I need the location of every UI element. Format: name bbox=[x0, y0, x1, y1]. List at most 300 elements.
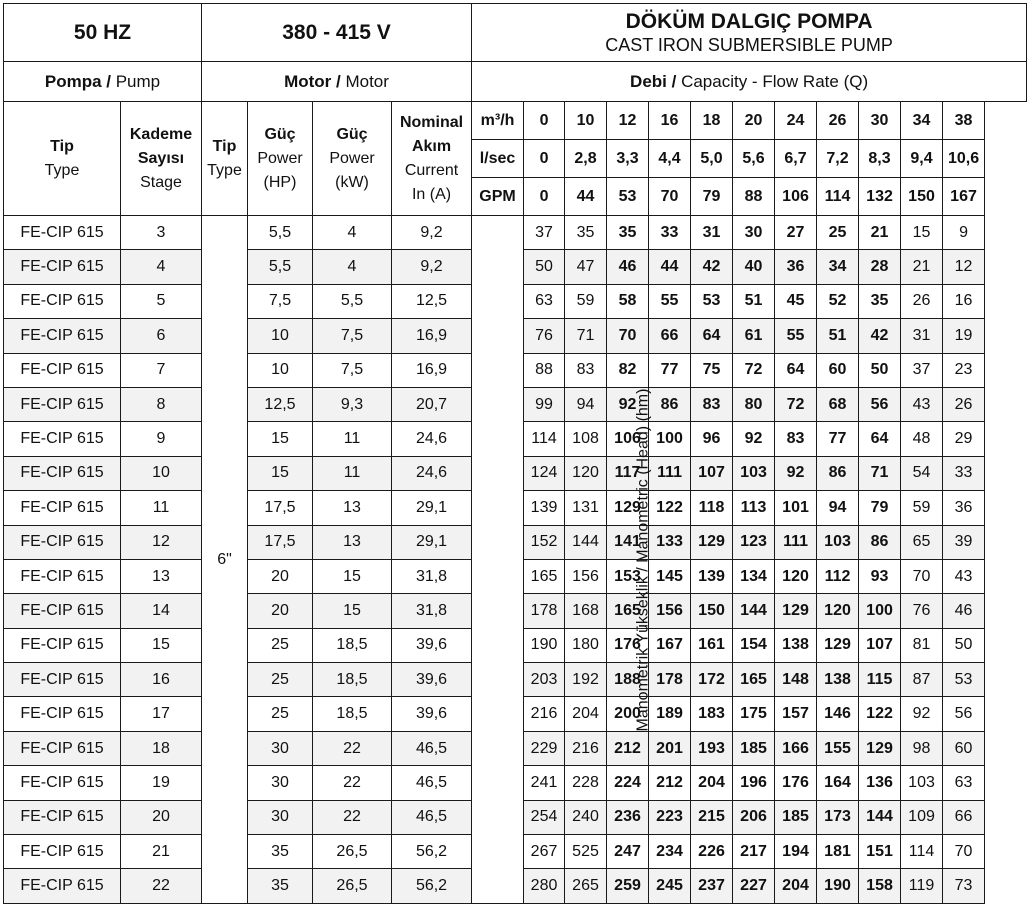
head-value-cell: 165 bbox=[733, 663, 775, 697]
power-kw-cell: 4 bbox=[313, 250, 392, 284]
head-value-cell: 146 bbox=[817, 697, 859, 731]
head-value-cell: 178 bbox=[524, 594, 565, 628]
head-value-cell: 63 bbox=[943, 766, 985, 800]
head-value-cell: 103 bbox=[733, 456, 775, 490]
pump-type-cell: FE-CIP 615 bbox=[4, 594, 121, 628]
head-value-cell: 178 bbox=[649, 663, 691, 697]
head-value-cell: 144 bbox=[565, 525, 607, 559]
head-value-cell: 79 bbox=[859, 491, 901, 525]
stage-cell: 14 bbox=[121, 594, 202, 628]
head-value-cell: 226 bbox=[691, 835, 733, 869]
head-value-cell: 98 bbox=[901, 731, 943, 765]
head-value-cell: 196 bbox=[733, 766, 775, 800]
head-value-cell: 86 bbox=[859, 525, 901, 559]
head-value-cell: 103 bbox=[901, 766, 943, 800]
head-value-cell: 134 bbox=[733, 559, 775, 593]
head-value-cell: 188 bbox=[607, 663, 649, 697]
head-value-cell: 83 bbox=[775, 422, 817, 456]
head-value-cell: 129 bbox=[859, 731, 901, 765]
head-value-cell: 55 bbox=[775, 319, 817, 353]
col-power-hp-header: Güç Power (HP) bbox=[248, 102, 313, 216]
stage-cell: 19 bbox=[121, 766, 202, 800]
head-value-cell: 139 bbox=[524, 491, 565, 525]
head-value-cell: 83 bbox=[691, 387, 733, 421]
head-value-cell: 192 bbox=[565, 663, 607, 697]
head-value-cell: 145 bbox=[649, 559, 691, 593]
flow-gpm-value: 150 bbox=[901, 178, 943, 216]
head-value-cell: 19 bbox=[943, 319, 985, 353]
head-value-cell: 54 bbox=[901, 456, 943, 490]
col-power-kw-header: Güç Power (kW) bbox=[313, 102, 392, 216]
head-value-cell: 23 bbox=[943, 353, 985, 387]
head-value-cell: 99 bbox=[524, 387, 565, 421]
stage-cell: 10 bbox=[121, 456, 202, 490]
head-value-cell: 166 bbox=[775, 731, 817, 765]
power-hp-cell: 15 bbox=[248, 422, 313, 456]
current-cell: 56,2 bbox=[392, 869, 472, 904]
head-value-cell: 165 bbox=[524, 559, 565, 593]
current-cell: 39,6 bbox=[392, 697, 472, 731]
head-value-cell: 151 bbox=[859, 835, 901, 869]
flow-gpm-value: 106 bbox=[775, 178, 817, 216]
flow-gpm-value: 132 bbox=[859, 178, 901, 216]
stage-cell: 18 bbox=[121, 731, 202, 765]
current-cell: 9,2 bbox=[392, 250, 472, 284]
head-value-cell: 215 bbox=[691, 800, 733, 834]
head-value-cell: 83 bbox=[565, 353, 607, 387]
head-value-cell: 15 bbox=[901, 216, 943, 250]
head-value-cell: 76 bbox=[524, 319, 565, 353]
head-value-cell: 111 bbox=[775, 525, 817, 559]
head-value-cell: 71 bbox=[859, 456, 901, 490]
head-value-cell: 201 bbox=[649, 731, 691, 765]
pump-type-cell: FE-CIP 615 bbox=[4, 559, 121, 593]
head-value-cell: 92 bbox=[901, 697, 943, 731]
head-value-cell: 164 bbox=[817, 766, 859, 800]
head-value-cell: 158 bbox=[859, 869, 901, 904]
head-value-cell: 47 bbox=[565, 250, 607, 284]
flow-lsec-value: 10,6 bbox=[943, 140, 985, 178]
head-value-cell: 70 bbox=[607, 319, 649, 353]
head-value-cell: 31 bbox=[901, 319, 943, 353]
head-value-cell: 234 bbox=[649, 835, 691, 869]
stage-cell: 15 bbox=[121, 628, 202, 662]
title-english: CAST IRON SUBMERSIBLE PUMP bbox=[605, 34, 893, 55]
flow-lsec-value: 7,2 bbox=[817, 140, 859, 178]
stage-cell: 12 bbox=[121, 525, 202, 559]
power-hp-cell: 17,5 bbox=[248, 491, 313, 525]
head-value-cell: 167 bbox=[649, 628, 691, 662]
head-value-cell: 118 bbox=[691, 491, 733, 525]
head-value-cell: 267 bbox=[524, 835, 565, 869]
flow-lsec-value: 3,3 bbox=[607, 140, 649, 178]
flow-lsec-value: 2,8 bbox=[565, 140, 607, 178]
head-value-cell: 200 bbox=[607, 697, 649, 731]
head-value-cell: 138 bbox=[775, 628, 817, 662]
pump-type-cell: FE-CIP 615 bbox=[4, 800, 121, 834]
head-value-cell: 117 bbox=[607, 456, 649, 490]
head-value-cell: 193 bbox=[691, 731, 733, 765]
head-value-cell: 153 bbox=[607, 559, 649, 593]
head-value-cell: 156 bbox=[565, 559, 607, 593]
head-axis-label: Manometrik Yükseklik / Manometric (Head) (hm) bbox=[634, 388, 652, 731]
head-value-cell: 120 bbox=[817, 594, 859, 628]
capacity-section-header: Debi / Capacity - Flow Rate (Q) bbox=[472, 62, 1027, 102]
head-value-cell: 120 bbox=[775, 559, 817, 593]
flow-gpm-value: 44 bbox=[565, 178, 607, 216]
head-value-cell: 194 bbox=[775, 835, 817, 869]
product-title bbox=[472, 4, 1027, 62]
head-value-cell: 66 bbox=[943, 800, 985, 834]
head-value-cell: 72 bbox=[733, 353, 775, 387]
flow-lsec-value: 8,3 bbox=[859, 140, 901, 178]
head-value-cell: 133 bbox=[649, 525, 691, 559]
head-value-cell: 21 bbox=[901, 250, 943, 284]
flow-lsec-value: 6,7 bbox=[775, 140, 817, 178]
flow-gpm-value: 88 bbox=[733, 178, 775, 216]
head-value-cell: 59 bbox=[565, 284, 607, 318]
head-value-cell: 131 bbox=[565, 491, 607, 525]
head-value-cell: 77 bbox=[817, 422, 859, 456]
stage-cell: 11 bbox=[121, 491, 202, 525]
flow-m3h-value: 38 bbox=[943, 102, 985, 140]
head-value-cell: 50 bbox=[859, 353, 901, 387]
stage-cell: 8 bbox=[121, 387, 202, 421]
current-cell: 12,5 bbox=[392, 284, 472, 318]
head-value-cell: 35 bbox=[607, 216, 649, 250]
head-value-cell: 87 bbox=[901, 663, 943, 697]
head-value-cell: 92 bbox=[607, 387, 649, 421]
power-hp-cell: 15 bbox=[248, 456, 313, 490]
flow-gpm-value: 70 bbox=[649, 178, 691, 216]
head-value-cell: 154 bbox=[733, 628, 775, 662]
head-value-cell: 119 bbox=[901, 869, 943, 904]
head-value-cell: 189 bbox=[649, 697, 691, 731]
power-hp-cell: 25 bbox=[248, 663, 313, 697]
flow-m3h-value: 20 bbox=[733, 102, 775, 140]
head-value-cell: 114 bbox=[901, 835, 943, 869]
title-turkish: DÖKÜM DALGIÇ POMPA bbox=[625, 9, 873, 33]
head-value-cell: 56 bbox=[943, 697, 985, 731]
flow-lsec-value: 5,0 bbox=[691, 140, 733, 178]
head-value-cell: 71 bbox=[565, 319, 607, 353]
head-value-cell: 107 bbox=[859, 628, 901, 662]
stage-cell: 13 bbox=[121, 559, 202, 593]
head-value-cell: 129 bbox=[775, 594, 817, 628]
head-value-cell: 92 bbox=[775, 456, 817, 490]
head-value-cell: 156 bbox=[649, 594, 691, 628]
head-value-cell: 16 bbox=[943, 284, 985, 318]
flow-m3h-value: 18 bbox=[691, 102, 733, 140]
head-value-cell: 259 bbox=[607, 869, 649, 904]
pump-type-cell: FE-CIP 615 bbox=[4, 628, 121, 662]
stage-cell: 20 bbox=[121, 800, 202, 834]
power-kw-cell: 7,5 bbox=[313, 319, 392, 353]
head-value-cell: 33 bbox=[649, 216, 691, 250]
head-value-cell: 51 bbox=[733, 284, 775, 318]
current-cell: 31,8 bbox=[392, 559, 472, 593]
pump-type-cell: FE-CIP 615 bbox=[4, 491, 121, 525]
head-value-cell: 180 bbox=[565, 628, 607, 662]
flow-lsec-value: 4,4 bbox=[649, 140, 691, 178]
head-value-cell: 265 bbox=[565, 869, 607, 904]
head-value-cell: 185 bbox=[733, 731, 775, 765]
power-hp-cell: 30 bbox=[248, 731, 313, 765]
head-value-cell: 34 bbox=[817, 250, 859, 284]
unit-lsec: l/sec bbox=[472, 140, 524, 178]
head-value-cell: 52 bbox=[817, 284, 859, 318]
head-value-cell: 240 bbox=[565, 800, 607, 834]
power-kw-cell: 5,5 bbox=[313, 284, 392, 318]
power-hp-cell: 7,5 bbox=[248, 284, 313, 318]
head-value-cell: 56 bbox=[859, 387, 901, 421]
power-hp-cell: 35 bbox=[248, 835, 313, 869]
head-value-cell: 204 bbox=[565, 697, 607, 731]
head-value-cell: 37 bbox=[901, 353, 943, 387]
power-hp-cell: 35 bbox=[248, 869, 313, 904]
head-value-cell: 50 bbox=[943, 628, 985, 662]
head-value-cell: 103 bbox=[817, 525, 859, 559]
current-cell: 16,9 bbox=[392, 319, 472, 353]
head-value-cell: 204 bbox=[775, 869, 817, 904]
flow-m3h-value: 30 bbox=[859, 102, 901, 140]
head-value-cell: 75 bbox=[691, 353, 733, 387]
head-value-cell: 247 bbox=[607, 835, 649, 869]
head-value-cell: 73 bbox=[943, 869, 985, 904]
head-value-cell: 223 bbox=[649, 800, 691, 834]
power-kw-cell: 13 bbox=[313, 491, 392, 525]
head-value-cell: 46 bbox=[943, 594, 985, 628]
col-current-header: Nominal Akım Current In (A) bbox=[392, 102, 472, 216]
head-value-cell: 212 bbox=[607, 731, 649, 765]
head-value-cell: 144 bbox=[859, 800, 901, 834]
head-value-cell: 165 bbox=[607, 594, 649, 628]
power-kw-cell: 22 bbox=[313, 800, 392, 834]
pump-type-cell: FE-CIP 615 bbox=[4, 387, 121, 421]
head-value-cell: 161 bbox=[691, 628, 733, 662]
head-value-cell: 70 bbox=[943, 835, 985, 869]
head-value-cell: 172 bbox=[691, 663, 733, 697]
head-value-cell: 236 bbox=[607, 800, 649, 834]
head-value-cell: 224 bbox=[607, 766, 649, 800]
head-value-cell: 42 bbox=[859, 319, 901, 353]
current-cell: 24,6 bbox=[392, 422, 472, 456]
head-value-cell: 72 bbox=[775, 387, 817, 421]
head-value-cell: 35 bbox=[565, 216, 607, 250]
power-kw-cell: 18,5 bbox=[313, 628, 392, 662]
power-kw-cell: 18,5 bbox=[313, 663, 392, 697]
head-value-cell: 55 bbox=[649, 284, 691, 318]
head-value-cell: 65 bbox=[901, 525, 943, 559]
head-value-cell: 70 bbox=[901, 559, 943, 593]
head-value-cell: 216 bbox=[524, 697, 565, 731]
head-value-cell: 124 bbox=[524, 456, 565, 490]
head-value-cell: 64 bbox=[775, 353, 817, 387]
head-value-cell: 36 bbox=[943, 491, 985, 525]
motor-section-header: Motor / Motor bbox=[202, 62, 472, 102]
stage-cell: 22 bbox=[121, 869, 202, 904]
stage-cell: 16 bbox=[121, 663, 202, 697]
head-value-cell: 120 bbox=[565, 456, 607, 490]
head-value-cell: 144 bbox=[733, 594, 775, 628]
power-kw-cell: 9,3 bbox=[313, 387, 392, 421]
head-value-cell: 33 bbox=[943, 456, 985, 490]
head-value-cell: 96 bbox=[691, 422, 733, 456]
power-hp-cell: 30 bbox=[248, 766, 313, 800]
pump-type-cell: FE-CIP 615 bbox=[4, 835, 121, 869]
stage-cell: 21 bbox=[121, 835, 202, 869]
flow-m3h-value: 0 bbox=[524, 102, 565, 140]
head-value-cell: 68 bbox=[817, 387, 859, 421]
head-value-cell: 254 bbox=[524, 800, 565, 834]
motor-size-cell: 6" bbox=[202, 216, 248, 904]
head-value-cell: 86 bbox=[817, 456, 859, 490]
flow-lsec-value: 0 bbox=[524, 140, 565, 178]
flow-gpm-value: 167 bbox=[943, 178, 985, 216]
pump-type-cell: FE-CIP 615 bbox=[4, 422, 121, 456]
head-value-cell: 36 bbox=[775, 250, 817, 284]
power-hp-cell: 17,5 bbox=[248, 525, 313, 559]
head-value-cell: 63 bbox=[524, 284, 565, 318]
current-cell: 29,1 bbox=[392, 491, 472, 525]
head-value-cell: 139 bbox=[691, 559, 733, 593]
head-value-cell: 123 bbox=[733, 525, 775, 559]
pump-type-cell: FE-CIP 615 bbox=[4, 525, 121, 559]
head-value-cell: 176 bbox=[775, 766, 817, 800]
current-cell: 46,5 bbox=[392, 766, 472, 800]
head-value-cell: 31 bbox=[691, 216, 733, 250]
head-value-cell: 26 bbox=[943, 387, 985, 421]
pump-type-cell: FE-CIP 615 bbox=[4, 284, 121, 318]
unit-gpm: GPM bbox=[472, 178, 524, 216]
power-hp-cell: 12,5 bbox=[248, 387, 313, 421]
head-value-cell: 129 bbox=[691, 525, 733, 559]
col-stage-header: Kademe Sayısı Stage bbox=[121, 102, 202, 216]
head-value-cell: 168 bbox=[565, 594, 607, 628]
head-value-cell: 81 bbox=[901, 628, 943, 662]
pump-spec-table bbox=[3, 3, 1027, 904]
current-cell: 56,2 bbox=[392, 835, 472, 869]
head-value-cell: 206 bbox=[733, 800, 775, 834]
head-value-cell: 48 bbox=[901, 422, 943, 456]
head-value-cell: 190 bbox=[817, 869, 859, 904]
power-hp-cell: 25 bbox=[248, 628, 313, 662]
head-value-cell: 80 bbox=[733, 387, 775, 421]
stage-cell: 6 bbox=[121, 319, 202, 353]
frequency-header: 50 HZ bbox=[4, 4, 202, 62]
stage-cell: 3 bbox=[121, 216, 202, 250]
col-type-header: Tip Type bbox=[4, 102, 121, 216]
power-hp-cell: 5,5 bbox=[248, 250, 313, 284]
pump-type-cell: FE-CIP 615 bbox=[4, 697, 121, 731]
power-hp-cell: 5,5 bbox=[248, 216, 313, 250]
pump-type-cell: FE-CIP 615 bbox=[4, 250, 121, 284]
power-hp-cell: 30 bbox=[248, 800, 313, 834]
voltage-header: 380 - 415 V bbox=[202, 4, 472, 62]
stage-cell: 4 bbox=[121, 250, 202, 284]
pump-section-header: Pompa / Pump bbox=[4, 62, 202, 102]
power-kw-cell: 11 bbox=[313, 422, 392, 456]
pump-type-cell: FE-CIP 615 bbox=[4, 663, 121, 697]
head-value-cell: 35 bbox=[859, 284, 901, 318]
head-value-cell: 45 bbox=[775, 284, 817, 318]
flow-lsec-value: 5,6 bbox=[733, 140, 775, 178]
stage-cell: 7 bbox=[121, 353, 202, 387]
stage-cell: 5 bbox=[121, 284, 202, 318]
flow-m3h-value: 34 bbox=[901, 102, 943, 140]
head-value-cell: 148 bbox=[775, 663, 817, 697]
head-value-cell: 40 bbox=[733, 250, 775, 284]
stage-cell: 9 bbox=[121, 422, 202, 456]
pump-type-cell: FE-CIP 615 bbox=[4, 731, 121, 765]
flow-gpm-value: 53 bbox=[607, 178, 649, 216]
head-value-cell: 66 bbox=[649, 319, 691, 353]
power-kw-cell: 15 bbox=[313, 559, 392, 593]
head-value-cell: 111 bbox=[649, 456, 691, 490]
head-value-cell: 61 bbox=[733, 319, 775, 353]
head-value-cell: 245 bbox=[649, 869, 691, 904]
head-value-cell: 157 bbox=[775, 697, 817, 731]
head-value-cell: 106 bbox=[607, 422, 649, 456]
head-value-cell: 64 bbox=[691, 319, 733, 353]
power-kw-cell: 4 bbox=[313, 216, 392, 250]
head-value-cell: 25 bbox=[817, 216, 859, 250]
power-kw-cell: 18,5 bbox=[313, 697, 392, 731]
current-cell: 31,8 bbox=[392, 594, 472, 628]
pump-type-cell: FE-CIP 615 bbox=[4, 456, 121, 490]
head-value-cell: 155 bbox=[817, 731, 859, 765]
head-value-cell: 217 bbox=[733, 835, 775, 869]
head-value-cell: 136 bbox=[859, 766, 901, 800]
pump-type-cell: FE-CIP 615 bbox=[4, 216, 121, 250]
head-value-cell: 185 bbox=[775, 800, 817, 834]
current-cell: 29,1 bbox=[392, 525, 472, 559]
head-value-cell: 241 bbox=[524, 766, 565, 800]
head-value-cell: 152 bbox=[524, 525, 565, 559]
head-value-cell: 203 bbox=[524, 663, 565, 697]
head-value-cell: 82 bbox=[607, 353, 649, 387]
power-kw-cell: 11 bbox=[313, 456, 392, 490]
power-kw-cell: 13 bbox=[313, 525, 392, 559]
head-value-cell: 60 bbox=[943, 731, 985, 765]
head-value-cell: 94 bbox=[565, 387, 607, 421]
head-value-cell: 229 bbox=[524, 731, 565, 765]
flow-lsec-value: 9,4 bbox=[901, 140, 943, 178]
head-value-cell: 228 bbox=[565, 766, 607, 800]
head-value-cell: 101 bbox=[775, 491, 817, 525]
power-kw-cell: 7,5 bbox=[313, 353, 392, 387]
head-value-cell: 59 bbox=[901, 491, 943, 525]
head-value-cell: 46 bbox=[607, 250, 649, 284]
head-value-cell: 26 bbox=[901, 284, 943, 318]
power-kw-cell: 22 bbox=[313, 766, 392, 800]
head-value-cell: 107 bbox=[691, 456, 733, 490]
power-kw-cell: 15 bbox=[313, 594, 392, 628]
head-value-cell: 129 bbox=[817, 628, 859, 662]
head-value-cell: 43 bbox=[901, 387, 943, 421]
head-value-cell: 173 bbox=[817, 800, 859, 834]
head-value-cell: 183 bbox=[691, 697, 733, 731]
flow-m3h-value: 16 bbox=[649, 102, 691, 140]
head-value-cell: 122 bbox=[649, 491, 691, 525]
flow-m3h-value: 10 bbox=[565, 102, 607, 140]
power-hp-cell: 10 bbox=[248, 353, 313, 387]
flow-m3h-value: 24 bbox=[775, 102, 817, 140]
head-value-cell: 100 bbox=[649, 422, 691, 456]
head-value-cell: 29 bbox=[943, 422, 985, 456]
head-value-cell: 100 bbox=[859, 594, 901, 628]
power-hp-cell: 25 bbox=[248, 697, 313, 731]
